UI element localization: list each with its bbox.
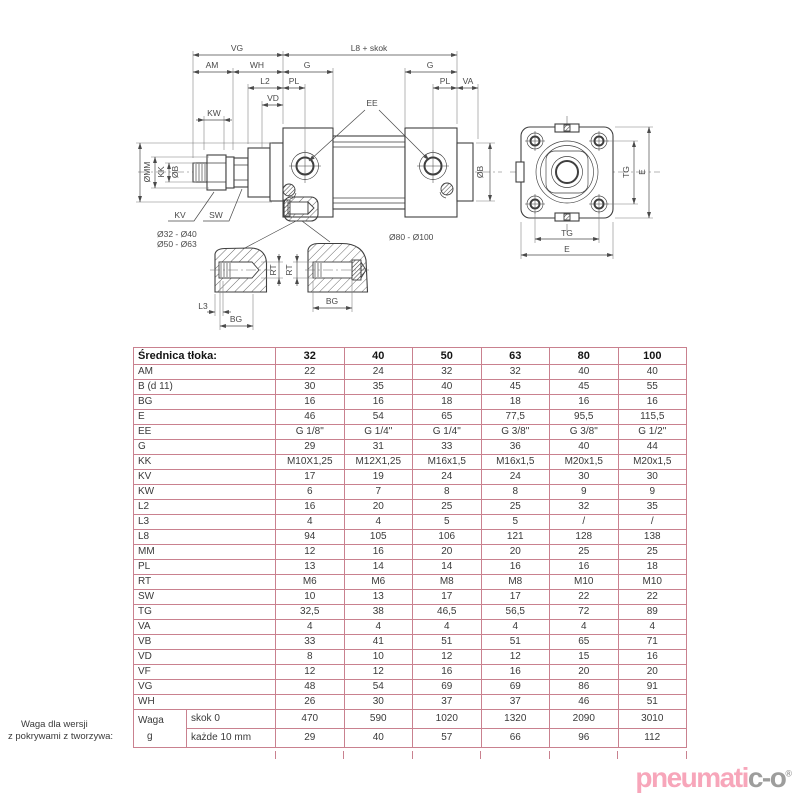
- cell-value: 10: [344, 650, 413, 665]
- weight-unit-cell: [134, 710, 187, 748]
- cell-value: 77,5: [481, 410, 550, 425]
- cell-value: 24: [344, 365, 413, 380]
- dim-label-ee: EE: [366, 98, 378, 108]
- cell-value: 19: [344, 470, 413, 485]
- cell-value: 9: [618, 485, 687, 500]
- cell-value: 24: [481, 470, 550, 485]
- table-line-stub: [480, 751, 481, 759]
- row-label: KV: [134, 470, 276, 485]
- dim-label-l8-skok: L8 + skok: [350, 43, 388, 53]
- cell-value: 86: [550, 680, 619, 695]
- weight-sub-label: każde 10 mm: [187, 729, 276, 748]
- dim-label-vd: VD: [267, 93, 279, 103]
- cell-value: 36: [481, 440, 550, 455]
- table-row: [134, 680, 687, 695]
- cell-value: 4: [344, 515, 413, 530]
- cell-value: 22: [550, 590, 619, 605]
- brand-logo: [635, 762, 792, 794]
- cell-value: G 3/8": [550, 425, 619, 440]
- dim-label-g-right: G: [426, 60, 434, 70]
- row-label: B (d 11): [134, 380, 276, 395]
- cell-value: 56,5: [481, 605, 550, 620]
- cell-value: 18: [618, 560, 687, 575]
- cell-value: 16: [276, 500, 345, 515]
- table-row: [134, 560, 687, 575]
- cell-value: 96: [550, 729, 619, 748]
- table-line-stub: [549, 751, 550, 759]
- cell-value: 69: [413, 680, 482, 695]
- table-line-stub: [686, 751, 687, 759]
- cell-value: M10: [618, 575, 687, 590]
- cell-value: 72: [550, 605, 619, 620]
- row-label: BG: [134, 395, 276, 410]
- dim-label-kw: KW: [207, 108, 221, 118]
- table-header-row: [134, 348, 687, 365]
- cell-value: 3010: [618, 710, 687, 729]
- cell-value: 138: [618, 530, 687, 545]
- dim-label-tg-bottom: TG: [561, 228, 573, 238]
- cell-value: M8: [413, 575, 482, 590]
- cell-value: 12: [344, 665, 413, 680]
- cell-value: 5: [481, 515, 550, 530]
- cell-value: 30: [618, 470, 687, 485]
- table-header-label: Średnica tłoka:: [134, 348, 276, 365]
- cell-value: 16: [344, 545, 413, 560]
- table-row: [134, 425, 687, 440]
- cell-value: G 1/2": [618, 425, 687, 440]
- cell-value: 24: [413, 470, 482, 485]
- cell-value: 35: [344, 380, 413, 395]
- cell-value: 12: [481, 650, 550, 665]
- cell-value: 4: [481, 620, 550, 635]
- cell-value: 54: [344, 680, 413, 695]
- table-row: [134, 380, 687, 395]
- cell-value: 1020: [413, 710, 482, 729]
- row-label: E: [134, 410, 276, 425]
- column-header: 63: [481, 348, 550, 365]
- cell-value: M20x1,5: [618, 455, 687, 470]
- range-label-80-100: Ø80 - Ø100: [389, 232, 434, 242]
- cell-value: 26: [276, 695, 345, 710]
- dim-label-ob-rod: ØB: [170, 165, 180, 179]
- cell-value: 25: [618, 545, 687, 560]
- cell-value: 25: [413, 500, 482, 515]
- row-label: VF: [134, 665, 276, 680]
- dim-label-rt-right: RT: [284, 264, 294, 276]
- cell-value: 69: [481, 680, 550, 695]
- dim-label-omm: ØMM: [142, 161, 152, 183]
- cell-value: 7: [344, 485, 413, 500]
- cell-value: 6: [276, 485, 345, 500]
- cell-value: /: [618, 515, 687, 530]
- table-line-stub: [617, 751, 618, 759]
- cell-value: 40: [344, 729, 413, 748]
- table-row: [134, 665, 687, 680]
- cell-value: 115,5: [618, 410, 687, 425]
- cell-value: 105: [344, 530, 413, 545]
- dim-label-wh: WH: [249, 60, 265, 70]
- table-row: [134, 485, 687, 500]
- table-row: [134, 605, 687, 620]
- cell-value: 4: [344, 620, 413, 635]
- row-label: KK: [134, 455, 276, 470]
- cell-value: 16: [481, 665, 550, 680]
- cell-value: 4: [550, 620, 619, 635]
- weight-unit: g: [147, 730, 153, 742]
- cell-value: 40: [550, 365, 619, 380]
- cell-value: 33: [276, 635, 345, 650]
- cell-value: 10: [276, 590, 345, 605]
- cell-value: 25: [550, 545, 619, 560]
- cell-value: 33: [413, 440, 482, 455]
- row-label: L2: [134, 500, 276, 515]
- cell-value: 45: [481, 380, 550, 395]
- cell-value: 46,5: [413, 605, 482, 620]
- row-label: VD: [134, 650, 276, 665]
- cell-value: 95,5: [550, 410, 619, 425]
- table-row: [134, 500, 687, 515]
- cell-value: 37: [481, 695, 550, 710]
- cell-value: 16: [618, 650, 687, 665]
- table-row: [134, 365, 687, 380]
- table-row: [134, 729, 687, 748]
- cell-value: M12X1,25: [344, 455, 413, 470]
- dim-label-e-bottom: E: [564, 244, 570, 254]
- cell-value: 9: [550, 485, 619, 500]
- cell-value: 22: [276, 365, 345, 380]
- cell-value: 46: [276, 410, 345, 425]
- cell-value: 4: [618, 620, 687, 635]
- cell-value: 16: [550, 560, 619, 575]
- row-label: AM: [134, 365, 276, 380]
- row-label: VB: [134, 635, 276, 650]
- row-label: KW: [134, 485, 276, 500]
- table-row: [134, 590, 687, 605]
- cell-value: 38: [344, 605, 413, 620]
- table-row: [134, 455, 687, 470]
- cell-value: 41: [344, 635, 413, 650]
- row-label: MM: [134, 545, 276, 560]
- cell-value: 32: [481, 365, 550, 380]
- column-header: 100: [618, 348, 687, 365]
- weight-label: Waga: [138, 714, 164, 726]
- cell-value: 32,5: [276, 605, 345, 620]
- table-row: [134, 530, 687, 545]
- cell-value: 20: [344, 500, 413, 515]
- cell-value: 12: [276, 545, 345, 560]
- cell-value: 13: [276, 560, 345, 575]
- cell-value: 18: [481, 395, 550, 410]
- dim-label-va: VA: [462, 76, 474, 86]
- cell-value: M16x1,5: [481, 455, 550, 470]
- row-label: EE: [134, 425, 276, 440]
- cell-value: 57: [413, 729, 482, 748]
- column-header: 80: [550, 348, 619, 365]
- column-header: 40: [344, 348, 413, 365]
- weight-note: [8, 719, 113, 743]
- cell-value: 32: [413, 365, 482, 380]
- dim-label-kv: KV: [174, 210, 186, 220]
- cell-value: 590: [344, 710, 413, 729]
- cell-value: 65: [550, 635, 619, 650]
- dim-label-g-left: G: [303, 60, 311, 70]
- dim-label-l2: L2: [260, 76, 270, 86]
- cell-value: 35: [618, 500, 687, 515]
- cell-value: 45: [550, 380, 619, 395]
- cell-value: 4: [276, 515, 345, 530]
- cell-value: M6: [344, 575, 413, 590]
- row-label: VG: [134, 680, 276, 695]
- row-label: SW: [134, 590, 276, 605]
- column-header: 50: [413, 348, 482, 365]
- cylinder-end-view: [510, 116, 660, 259]
- cell-value: 15: [550, 650, 619, 665]
- dim-label-am: AM: [205, 60, 219, 70]
- cell-value: 30: [276, 380, 345, 395]
- dimensions-table-body: [134, 365, 687, 748]
- logo-text-gray: c-o: [747, 762, 786, 793]
- cell-value: 37: [413, 695, 482, 710]
- table-row: [134, 635, 687, 650]
- cell-value: 8: [276, 650, 345, 665]
- cell-value: 16: [550, 395, 619, 410]
- cell-value: 17: [276, 470, 345, 485]
- cell-value: M16x1,5: [413, 455, 482, 470]
- cell-value: 20: [481, 545, 550, 560]
- cell-value: 4: [413, 620, 482, 635]
- dim-label-e-side: E: [637, 169, 647, 175]
- cell-value: 71: [618, 635, 687, 650]
- row-label: TG: [134, 605, 276, 620]
- table-row: [134, 545, 687, 560]
- table-row: [134, 515, 687, 530]
- cell-value: 128: [550, 530, 619, 545]
- table-line-stub: [412, 751, 413, 759]
- column-header: 32: [276, 348, 345, 365]
- cell-value: 51: [413, 635, 482, 650]
- table-row: [134, 440, 687, 455]
- cell-value: 48: [276, 680, 345, 695]
- cell-value: 54: [344, 410, 413, 425]
- table-line-stub: [275, 751, 276, 759]
- cell-value: 40: [413, 380, 482, 395]
- cell-value: 30: [550, 470, 619, 485]
- cylinder-side-view: [136, 43, 502, 249]
- cell-value: 2090: [550, 710, 619, 729]
- cell-value: M6: [276, 575, 345, 590]
- cell-value: M8: [481, 575, 550, 590]
- range-label-50-63: Ø50 - Ø63: [157, 239, 197, 249]
- cell-value: 20: [618, 665, 687, 680]
- cell-value: 121: [481, 530, 550, 545]
- dim-label-pl-left: PL: [288, 76, 300, 86]
- table-row: [134, 695, 687, 710]
- table-line-stub: [343, 751, 344, 759]
- row-label: VA: [134, 620, 276, 635]
- cell-value: 16: [413, 665, 482, 680]
- cell-value: 91: [618, 680, 687, 695]
- table-row: [134, 575, 687, 590]
- cell-value: 29: [276, 729, 345, 748]
- cell-value: 106: [413, 530, 482, 545]
- cell-value: 65: [413, 410, 482, 425]
- cell-value: 51: [481, 635, 550, 650]
- row-label: WH: [134, 695, 276, 710]
- cell-value: 12: [413, 650, 482, 665]
- dim-label-vg: VG: [230, 43, 244, 53]
- cell-value: 89: [618, 605, 687, 620]
- range-label-32-40: Ø32 - Ø40: [157, 229, 197, 239]
- cell-value: 470: [276, 710, 345, 729]
- row-label: G: [134, 440, 276, 455]
- dim-label-ob-tube: ØB: [475, 165, 485, 179]
- row-label: RT: [134, 575, 276, 590]
- cell-value: 25: [481, 500, 550, 515]
- cell-value: 4: [276, 620, 345, 635]
- dim-label-tg-side: TG: [621, 166, 631, 178]
- cell-value: 14: [413, 560, 482, 575]
- cell-value: G 1/8": [276, 425, 345, 440]
- cell-value: 31: [344, 440, 413, 455]
- technical-drawing: [0, 0, 800, 345]
- cell-value: 66: [481, 729, 550, 748]
- row-label: L3: [134, 515, 276, 530]
- cell-value: 16: [276, 395, 345, 410]
- registered-mark: ®: [785, 768, 792, 779]
- cell-value: 51: [618, 695, 687, 710]
- cell-value: G 3/8": [481, 425, 550, 440]
- cell-value: 13: [344, 590, 413, 605]
- cell-value: 5: [413, 515, 482, 530]
- cell-value: M20x1,5: [550, 455, 619, 470]
- cell-value: 30: [344, 695, 413, 710]
- dimensions-table: [133, 347, 687, 748]
- cell-value: 94: [276, 530, 345, 545]
- cell-value: 20: [413, 545, 482, 560]
- dim-label-kk: KK: [156, 166, 166, 178]
- cell-value: 16: [618, 395, 687, 410]
- cell-value: 29: [276, 440, 345, 455]
- cell-value: 55: [618, 380, 687, 395]
- dim-label-bg-right: BG: [325, 296, 339, 306]
- cell-value: M10: [550, 575, 619, 590]
- cell-value: 8: [481, 485, 550, 500]
- cell-value: 112: [618, 729, 687, 748]
- weight-sub-label: skok 0: [187, 710, 276, 729]
- cell-value: 8: [413, 485, 482, 500]
- cell-value: 40: [618, 365, 687, 380]
- cell-value: M10X1,25: [276, 455, 345, 470]
- cell-value: 17: [481, 590, 550, 605]
- table-row: [134, 650, 687, 665]
- table-row: [134, 470, 687, 485]
- cell-value: 18: [413, 395, 482, 410]
- cell-value: 40: [550, 440, 619, 455]
- cell-value: 32: [550, 500, 619, 515]
- dim-label-l3: L3: [198, 301, 208, 311]
- logo-text-pink: pneumati: [635, 762, 748, 793]
- cell-value: 16: [344, 395, 413, 410]
- weight-note-line2: z pokrywami z tworzywa:: [8, 731, 114, 742]
- cell-value: /: [550, 515, 619, 530]
- cell-value: 14: [344, 560, 413, 575]
- cell-value: 1320: [481, 710, 550, 729]
- cell-value: G 1/4": [413, 425, 482, 440]
- table-row: [134, 620, 687, 635]
- tie-rod-detail-large: [284, 244, 372, 313]
- dim-label-pl-right: PL: [439, 76, 451, 86]
- dim-label-bg-left: BG: [229, 314, 243, 324]
- cell-value: 17: [413, 590, 482, 605]
- row-label: L8: [134, 530, 276, 545]
- dim-label-rt-left: RT: [268, 264, 278, 276]
- cell-value: 12: [276, 665, 345, 680]
- table-row: [134, 710, 687, 729]
- cell-value: 22: [618, 590, 687, 605]
- tie-rod-detail-small: [198, 248, 283, 330]
- weight-note-line1: Waga dla wersji: [21, 719, 88, 730]
- row-label: PL: [134, 560, 276, 575]
- table-row: [134, 395, 687, 410]
- cell-value: 44: [618, 440, 687, 455]
- dim-label-sw: SW: [209, 210, 223, 220]
- table-row: [134, 410, 687, 425]
- cell-value: 20: [550, 665, 619, 680]
- cell-value: 46: [550, 695, 619, 710]
- cell-value: G 1/4": [344, 425, 413, 440]
- cell-value: 16: [481, 560, 550, 575]
